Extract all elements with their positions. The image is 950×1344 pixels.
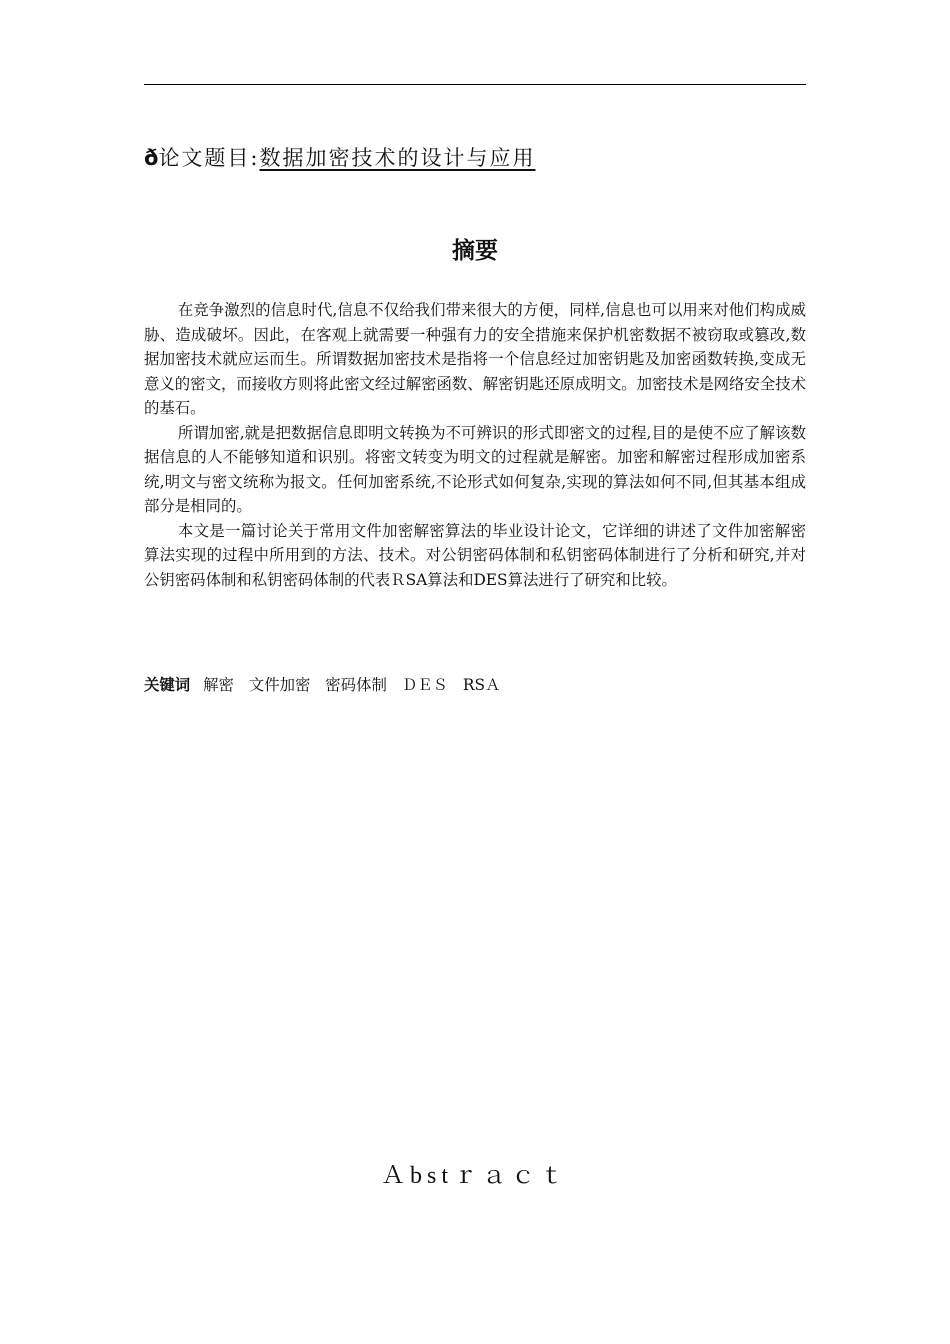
- abstract-paragraph-1: 在竞争激烈的信息时代,信息不仅给我们带来很大的方便，同样,信息也可以用来对他们构成威胁、造成破坏。因此，在客观上就需要一种强有力的安全措施来保护机密数据不被窃取或篡改,数据加密技术就应运而生。所谓数据加密技术是指将一个信息经过加密钥匙及加密函数转换,变成无意义的密文，而接收方则将此密文经过解密函数、解密钥匙还原成明文。加密技术是网络安全技术的基石。: [144, 301, 806, 417]
- abstract-heading: 摘要: [452, 238, 498, 264]
- header-rule: [144, 84, 806, 85]
- keywords-label: 关键词: [144, 676, 191, 694]
- keyword-item: 密码体制: [325, 676, 387, 694]
- keywords-line: [144, 673, 510, 697]
- thesis-title-line: [144, 142, 536, 172]
- abstract-paragraph-2: 所谓加密,就是把数据信息即明文转换为不可辨识的形式即密文的过程,目的是使不应了解该数据信息的人不能够知道和识别。将密文转变为明文的过程就是解密。加密和解密过程形成加密系统,明文与密文统称为报文。任何加密系统,不论形式如何复杂,实现的算法如何不同,但其基本组成部分是相同的。: [144, 423, 806, 515]
- title-marker-glyph: ð: [144, 146, 159, 170]
- keyword-item: 文件加密: [248, 676, 311, 694]
- keyword-item: 解密: [203, 676, 234, 694]
- keyword-item: ＤＥＳ: [401, 676, 448, 694]
- english-abstract-heading: Ａbstｒａｃｔ: [380, 1163, 569, 1189]
- keyword-item: RSＡ: [462, 676, 501, 694]
- thesis-title-label: 论文题目:: [158, 146, 260, 170]
- abstract-paragraph-3: 本文是一篇讨论关于常用文件加密解密算法的毕业设计论文，它详细的讲述了文件加密解密算法实现的过程中所用到的方法、技术。对公钥密码体制和私钥密码体制进行了分析和研究,并对公钥密码体制和私钥密码体制的代表ＲSA算法和DES算法进行了研究和比较。: [144, 521, 806, 589]
- thesis-title-value: 数据加密技术的设计与应用: [259, 146, 536, 170]
- abstract-body: [144, 298, 806, 592]
